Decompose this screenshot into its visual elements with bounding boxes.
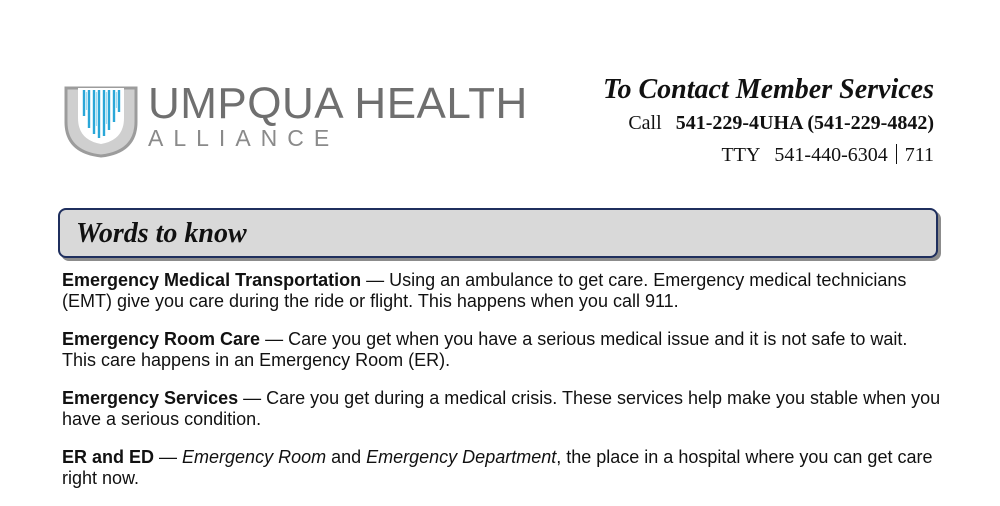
definition-dash: — [154,447,183,467]
definition-text: , the place in a hospital where you can get care right now. [62,447,933,488]
contact-block [603,74,934,170]
call-number[interactable]: 541-229-4UHA (541-229-4842) [675,112,934,134]
definition-term: Emergency Medical Transportation [62,270,362,290]
definition-text: Care you get during a medical crisis. These services help make you stable when you have a serious condition. [62,388,941,429]
contact-title: To Contact Member Services [602,74,934,105]
definition-term: Emergency Services [62,388,239,408]
definition-emphasis: Emergency Department [366,447,557,467]
section-title: Words to know [76,218,247,249]
definition-term: ER and ED [62,447,155,467]
tty-label: TTY [721,144,761,166]
call-label: Call [628,112,662,134]
definition-text: Care you get when you have a serious medical issue and it is not safe to wait. This care happens in an Emergency Room (ER). [62,329,908,370]
logo-shield-icon [62,82,140,158]
definition-emphasis: Emergency Room [182,447,327,467]
definition-dash: — [238,388,267,408]
definition-text: Using an ambulance to get care. Emergency medical technicians (EMT) give you care during the ride or flight. This happens when you call 911. [62,270,907,311]
definition-item [62,270,942,312]
contact-call-line [603,108,934,138]
definition-term: Emergency Room Care [62,329,261,349]
definitions-list [62,270,942,506]
definition-dash: — [260,329,289,349]
tty-relay-number[interactable]: 711 [904,144,934,166]
definition-item [62,447,942,489]
section-banner [58,208,938,258]
definition-dash: — [361,270,390,290]
definition-item [62,329,942,371]
definition-connector: and [326,447,367,467]
umpqua-health-logo [62,79,528,160]
logo-name: UMPQUA HEALTH [148,79,528,128]
tty-number[interactable]: 541-440-6304 [774,144,888,166]
contact-tty-line [603,140,934,170]
tty-separator [896,144,897,164]
definition-item [62,388,942,430]
logo-subtitle: ALLIANCE [148,125,340,151]
